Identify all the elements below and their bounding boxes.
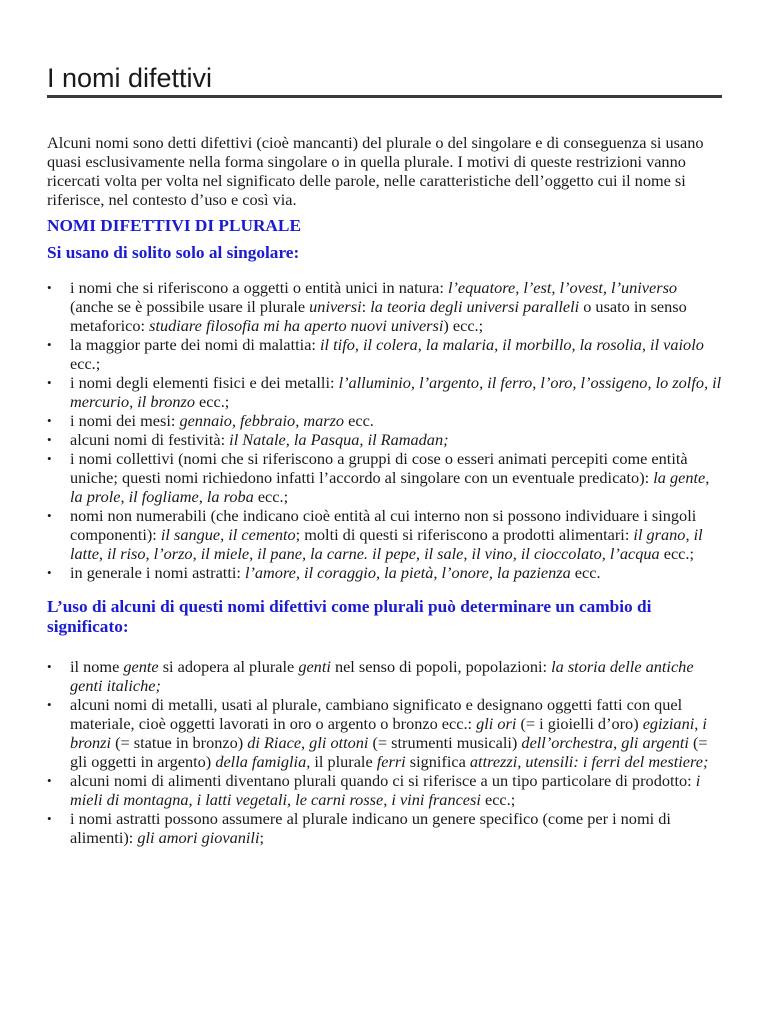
section2-heading: L’uso di alcuni di questi nomi difettivi come plurali può determinare un cambio di significato: [47,597,652,636]
list-item: • in generale i nomi astratti: l’amore, il coraggio, la pietà, l’onore, la pazienza ecc. [70,563,722,582]
list-item: • i nomi degli elementi fisici e dei metalli: l’alluminio, l’argento, il ferro, l’oro, l’ossigeno, lo zolfo, il mercurio, il bronzo ecc.; [70,373,722,411]
section1-subheading: Si usano di solito solo al singolare: [47,243,300,262]
intro-paragraph: Alcuni nomi sono detti difettivi (cioè mancanti) del plurale o del singolare e di conseguenza si usano quasi esclusivamente nella forma singolare o in quella plurale. I motivi di queste restrizioni vanno ricercati volta per volta nel significato delle parole, nelle caratteristiche dell’oggetto cui il nome si riferisce, nel contesto d’uso e così via. [47,133,704,209]
list-item: • i nomi collettivi (nomi che si riferiscono a gruppi di cose o esseri animati percepiti come entità uniche; questi nomi richiedono infatti l’accordo al singolare con un eventuale predicato): la gente, la prole, il fogliame, la roba ecc.; [70,449,722,506]
page-title: I nomi difettivi [47,63,213,93]
list-item: • i nomi dei mesi: gennaio, febbraio, marzo ecc. [70,411,722,430]
list-item: • il nome gente si adopera al plurale genti nel senso di popoli, popolazioni: la storia delle antiche genti italiche; [70,657,722,695]
list-item: • i nomi astratti possono assumere al plurale indicano un genere specifico (come per i nomi di alimenti): gli amori giovanili; [70,809,722,847]
list-item: • i nomi che si riferiscono a oggetti o entità unici in natura: l’equatore, l’est, l’ovest, l’universo (anche se è possibile usare il plurale universi: la teoria degli universi paralleli o usato in senso metaforico: studiare filosofia mi ha aperto nuovi universi) ecc.; [70,278,722,335]
section1-list [47,278,722,582]
section1-heading: NOMI DIFETTIVI DI PLURALE [47,216,301,235]
list-item: • la maggior parte dei nomi di malattia: il tifo, il colera, la malaria, il morbillo, la rosolia, il vaiolo ecc.; [70,335,722,373]
list-item: • alcuni nomi di metalli, usati al plurale, cambiano significato e designano oggetti fatti con quel materiale, cioè oggetti lavorati in oro o argento o bronzo ecc.: gli ori (= i gioielli d’oro) egiziani, i bronzi (= statue in bronzo) di Riace, gli ottoni (= strumenti musicali) dell’orchestra, gli argenti (= gli oggetti in argento) della famiglia, il plurale ferri significa attrezzi, utensili: i ferri del mestiere; [70,695,722,771]
list-item: • alcuni nomi di festività: il Natale, la Pasqua, il Ramadan; [70,430,722,449]
list-item: • alcuni nomi di alimenti diventano plurali quando ci si riferisce a un tipo particolare di prodotto: i mieli di montagna, i latti vegetali, le carni rosse, i vini francesi ecc.; [70,771,722,809]
section2-list [47,657,722,847]
list-item: • nomi non numerabili (che indicano cioè entità al cui interno non si possono individuare i singoli componenti): il sangue, il cemento; molti di questi si riferiscono a prodotti alimentari: il grano, il latte, il riso, l’orzo, il miele, il pane, la carne. il pepe, il sale, il vino, il cioccolato, l’acqua ecc.; [70,506,722,563]
document-body [47,133,722,847]
title-divider [47,95,722,98]
